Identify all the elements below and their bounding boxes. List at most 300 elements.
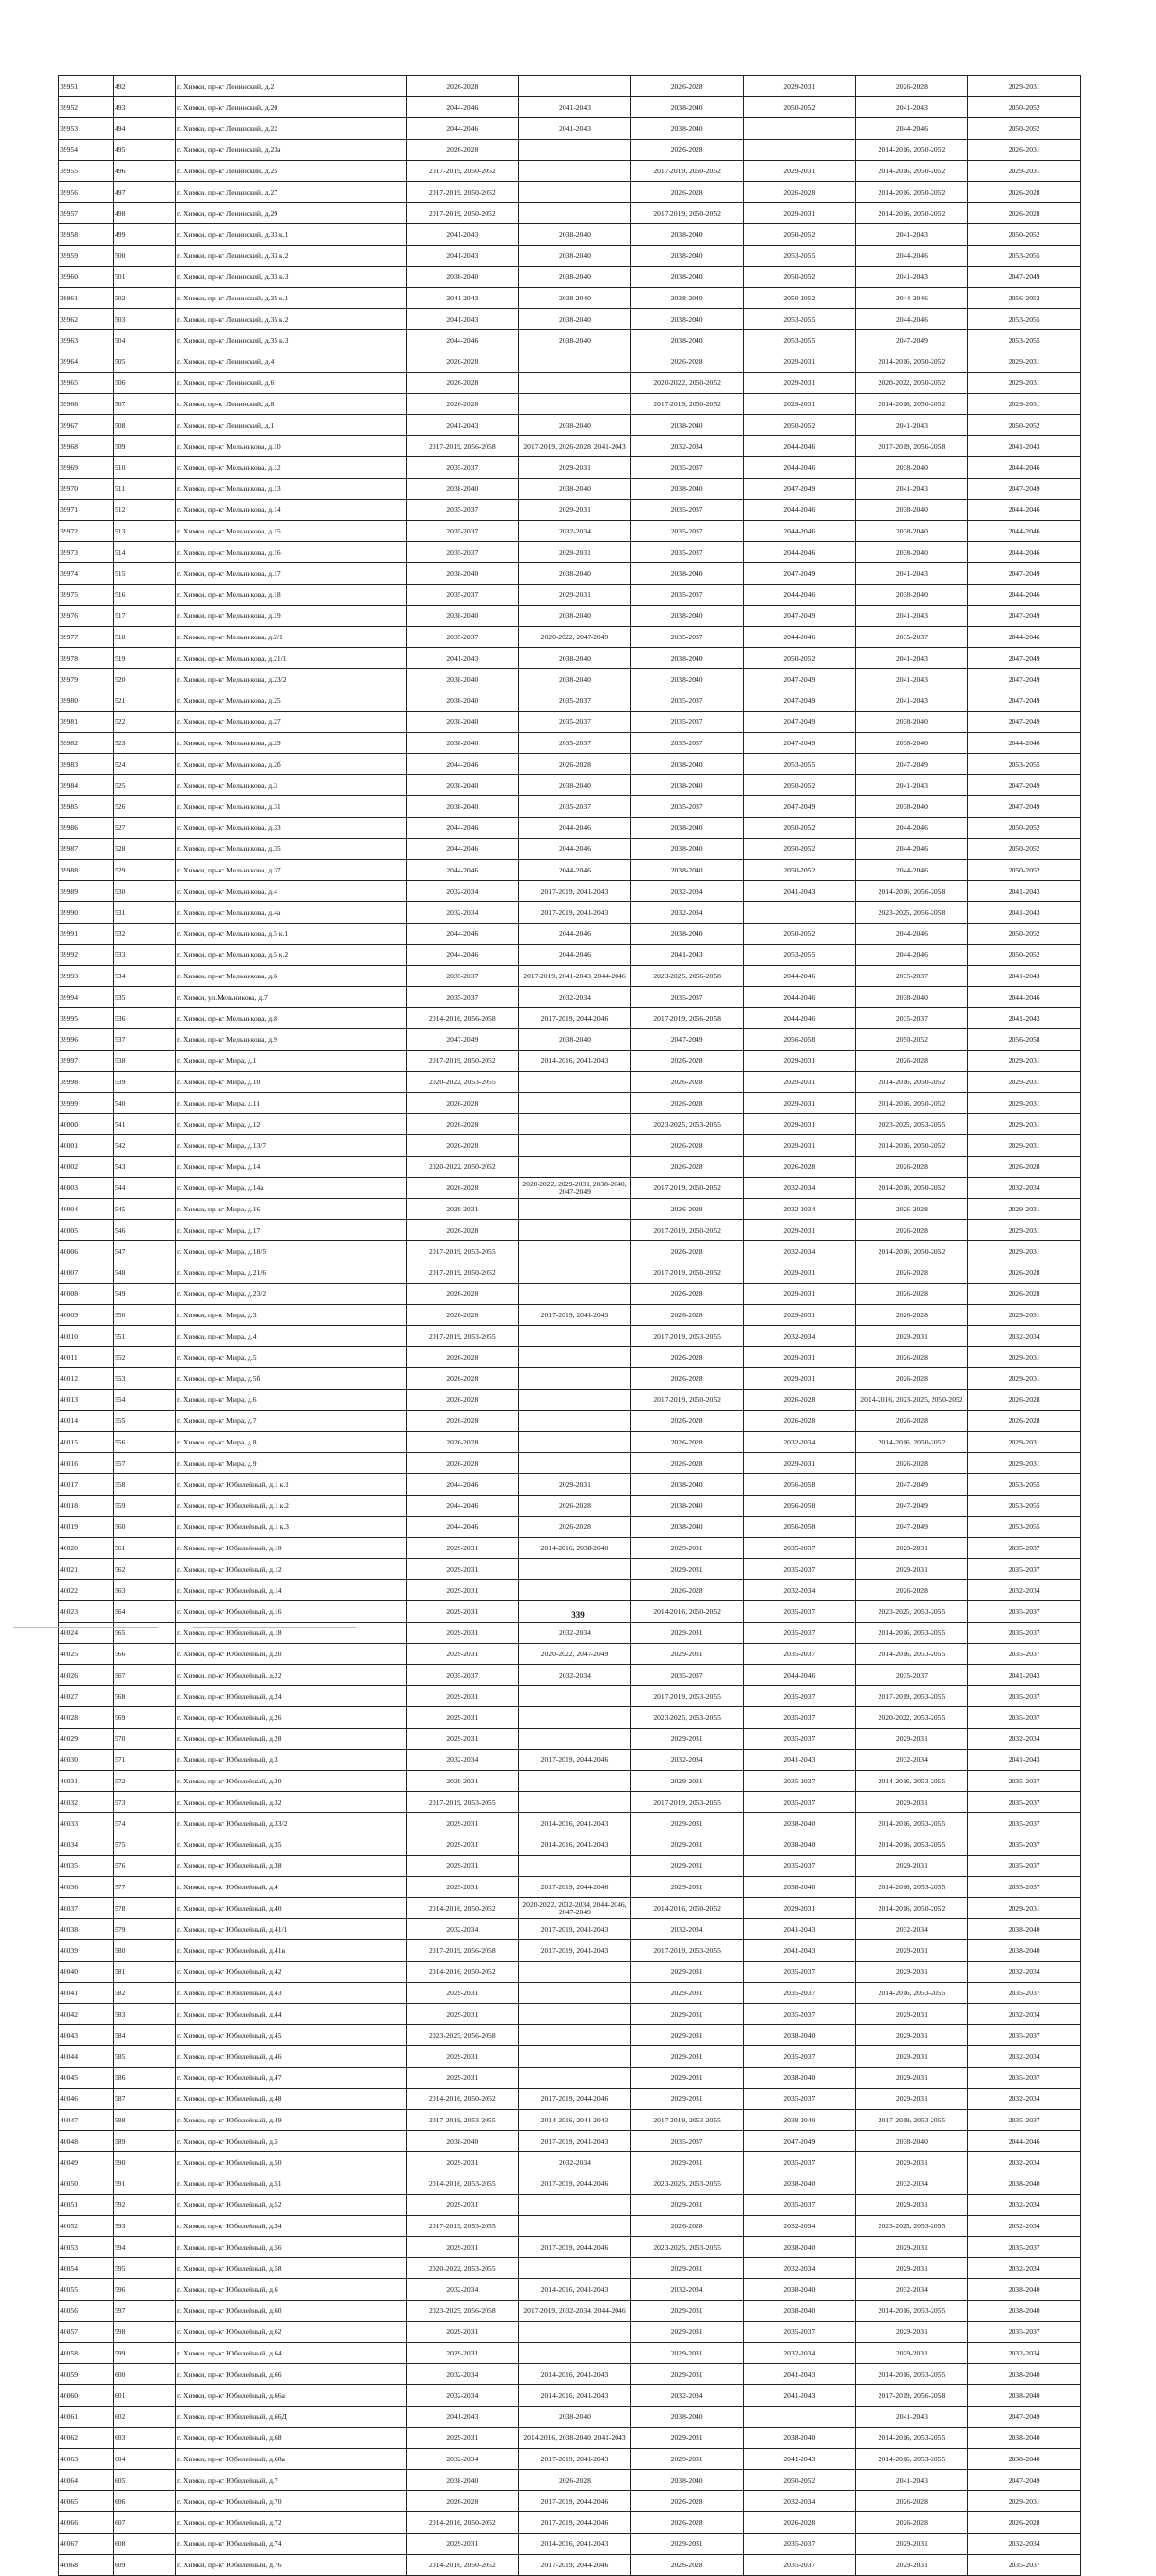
address-cell: г. Химки, пр-кт Мельникова, д.8: [176, 1008, 407, 1029]
period-cell-5: 2041-2043: [855, 775, 968, 796]
period-cell-2: 2038-2040: [518, 648, 631, 669]
row-number-cell: 543: [114, 1157, 176, 1178]
period-cell-4: 2053-2055: [743, 246, 855, 267]
table-row: [59, 1093, 1081, 1114]
period-cell-4: 2047-2049: [743, 796, 855, 818]
table-row: [59, 542, 1081, 563]
period-cell-3: 2026-2028: [631, 140, 744, 161]
period-cell-3: 2026-2028: [631, 1199, 744, 1220]
address-cell: г. Химки, пр-кт Юбилейный, д.74: [176, 2534, 407, 2555]
period-cell-6: 2041-2043: [968, 1665, 1081, 1686]
period-cell-5: 2029-2031: [855, 2152, 968, 2173]
period-cell-3: 2029-2031: [631, 2152, 744, 2173]
row-id-cell: 40062: [59, 2428, 114, 2449]
period-cell-3: 2014-2016, 2050-2052: [631, 1601, 744, 1623]
row-id-cell: 40031: [59, 1771, 114, 1792]
period-cell-5: 2029-2031: [855, 2195, 968, 2216]
row-id-cell: 40039: [59, 1940, 114, 1962]
address-cell: г. Химки, пр-кт Юбилейный, д.66а: [176, 2385, 407, 2407]
period-cell-5: 2047-2049: [855, 1496, 968, 1517]
period-cell-4: 2029-2031: [743, 161, 855, 182]
period-cell-4: [743, 118, 855, 140]
period-cell-6: 2053-2055: [968, 1517, 1081, 1538]
row-id-cell: 40015: [59, 1432, 114, 1453]
period-cell-5: 2014-2016, 2053-2055: [855, 1771, 968, 1792]
period-cell-2: 2017-2019, 2044-2046: [518, 2555, 631, 2576]
period-cell-2: 2017-2019, 2041-2043: [518, 1919, 631, 1940]
row-number-cell: 576: [114, 1856, 176, 1877]
row-number-cell: 572: [114, 1771, 176, 1792]
row-id-cell: 39989: [59, 881, 114, 902]
table-row: [59, 606, 1081, 627]
row-id-cell: 40067: [59, 2534, 114, 2555]
period-cell-5: 2029-2031: [855, 2237, 968, 2258]
table-row: [59, 987, 1081, 1008]
period-cell-4: 2050-2052: [743, 97, 855, 118]
period-cell-1: 2017-2019, 2056-2058: [407, 436, 519, 457]
period-cell-2: 2038-2040: [518, 330, 631, 351]
period-cell-1: 2026-2028: [407, 2491, 519, 2512]
period-cell-5: 2047-2049: [855, 754, 968, 775]
period-cell-1: 2044-2046: [407, 1474, 519, 1496]
row-number-cell: 593: [114, 2216, 176, 2237]
row-number-cell: 519: [114, 648, 176, 669]
row-id-cell: 40068: [59, 2555, 114, 2576]
address-cell: г. Химки, пр-кт Юбилейный, д.44: [176, 2004, 407, 2025]
period-cell-5: 2017-2019, 2056-2058: [855, 2385, 968, 2407]
address-cell: г. Химки, пр-кт Мельникова, д.35: [176, 839, 407, 860]
row-id-cell: 40006: [59, 1241, 114, 1262]
row-number-cell: 579: [114, 1919, 176, 1940]
period-cell-5: 2014-2016, 2053-2055: [855, 1877, 968, 1898]
period-cell-1: 2035-2037: [407, 585, 519, 606]
period-cell-6: 2047-2049: [968, 690, 1081, 712]
period-cell-2: [518, 1347, 631, 1368]
period-cell-5: 2038-2040: [855, 733, 968, 754]
table-row: [59, 1877, 1081, 1898]
period-cell-2: 2017-2019, 2041-2043: [518, 2449, 631, 2470]
period-cell-6: 2029-2031: [968, 1114, 1081, 1135]
period-cell-5: 2032-2034: [855, 1919, 968, 1940]
address-cell: г. Химки, пр-кт Мира, д.16: [176, 1199, 407, 1220]
period-cell-5: 2014-2016, 2053-2055: [855, 2449, 968, 2470]
period-cell-5: 2014-2016, 2050-2052: [855, 1432, 968, 1453]
period-cell-5: 2026-2028: [855, 76, 968, 97]
row-number-cell: 495: [114, 140, 176, 161]
period-cell-3: 2026-2028: [631, 1368, 744, 1390]
period-cell-3: 2038-2040: [631, 1496, 744, 1517]
period-cell-4: 2038-2040: [743, 2025, 855, 2046]
period-cell-5: 2023-2025, 2053-2055: [855, 1114, 968, 1135]
period-cell-4: 2029-2031: [743, 1453, 855, 1474]
period-cell-6: 2047-2049: [968, 648, 1081, 669]
period-cell-5: 2026-2028: [855, 1411, 968, 1432]
row-number-cell: 518: [114, 627, 176, 648]
period-cell-5: 2038-2040: [855, 457, 968, 479]
table-row: [59, 2173, 1081, 2195]
period-cell-3: 2029-2031: [631, 1813, 744, 1834]
address-cell: г. Химки, пр-кт Мельникова, д.33: [176, 818, 407, 839]
row-number-cell: 507: [114, 394, 176, 415]
row-id-cell: 39954: [59, 140, 114, 161]
row-id-cell: 39984: [59, 775, 114, 796]
period-cell-2: [518, 2068, 631, 2089]
period-cell-5: 2029-2031: [855, 2046, 968, 2068]
address-cell: г. Химки, пр-кт Ленинский, д.35 к.3: [176, 330, 407, 351]
period-cell-4: 2041-2043: [743, 1919, 855, 1940]
period-cell-6: 2035-2037: [968, 1707, 1081, 1729]
period-cell-4: 2035-2037: [743, 1644, 855, 1665]
period-cell-4: 2050-2052: [743, 924, 855, 945]
period-cell-5: 2032-2034: [855, 1750, 968, 1771]
address-cell: г. Химки, пр-кт Юбилейный, д.46: [176, 2046, 407, 2068]
row-number-cell: 539: [114, 1072, 176, 1093]
row-id-cell: 40044: [59, 2046, 114, 2068]
period-cell-6: 2026-2028: [968, 2512, 1081, 2534]
period-cell-2: 2014-2016, 2041-2043: [518, 1834, 631, 1856]
period-cell-4: 2050-2052: [743, 818, 855, 839]
table-row: [59, 1665, 1081, 1686]
row-id-cell: 40046: [59, 2089, 114, 2110]
table-row: [59, 1008, 1081, 1029]
period-cell-1: 2032-2034: [407, 2364, 519, 2385]
address-cell: г. Химки, пр-кт Мира, д.14а: [176, 1178, 407, 1199]
period-cell-1: 2017-2019, 2053-2055: [407, 1326, 519, 1347]
row-number-cell: 548: [114, 1262, 176, 1284]
period-cell-5: 2026-2028: [855, 1051, 968, 1072]
table-row: [59, 648, 1081, 669]
period-cell-3: 2038-2040: [631, 288, 744, 309]
row-number-cell: 499: [114, 224, 176, 246]
period-cell-1: 2026-2028: [407, 1178, 519, 1199]
period-cell-6: 2053-2055: [968, 754, 1081, 775]
period-cell-6: 2029-2031: [968, 161, 1081, 182]
row-number-cell: 595: [114, 2258, 176, 2279]
period-cell-5: 2026-2028: [855, 2512, 968, 2534]
period-cell-2: 2017-2019, 2026-2028, 2041-2043: [518, 436, 631, 457]
period-cell-3: 2026-2028: [631, 1051, 744, 1072]
period-cell-3: 2026-2028: [631, 351, 744, 373]
period-cell-2: 2014-2016, 2041-2043: [518, 1051, 631, 1072]
row-number-cell: 508: [114, 415, 176, 436]
table-row: [59, 1707, 1081, 1729]
row-number-cell: 565: [114, 1623, 176, 1644]
period-cell-5: 2014-2016, 2050-2052: [855, 1898, 968, 1919]
period-cell-6: 2038-2040: [968, 2173, 1081, 2195]
period-cell-4: 2050-2052: [743, 224, 855, 246]
period-cell-3: 2047-2049: [631, 1029, 744, 1051]
period-cell-1: 2029-2031: [407, 2428, 519, 2449]
period-cell-3: 2032-2034: [631, 881, 744, 902]
period-cell-6: 2044-2046: [968, 457, 1081, 479]
period-cell-1: 2020-2022, 2053-2055: [407, 2258, 519, 2279]
period-cell-2: 2029-2031: [518, 585, 631, 606]
period-cell-2: 2020-2022, 2047-2049: [518, 1644, 631, 1665]
address-cell: г. Химки, пр-кт Юбилейный, д.66Д: [176, 2407, 407, 2428]
period-cell-3: 2029-2031: [631, 1856, 744, 1877]
period-cell-1: 2035-2037: [407, 1665, 519, 1686]
address-cell: г. Химки, пр-кт Юбилейный, д.32: [176, 1792, 407, 1813]
table-row: [59, 521, 1081, 542]
row-number-cell: 546: [114, 1220, 176, 1241]
period-cell-5: 2014-2016, 2053-2055: [855, 2428, 968, 2449]
period-cell-1: 2041-2043: [407, 224, 519, 246]
table-row: [59, 2428, 1081, 2449]
row-number-cell: 575: [114, 1834, 176, 1856]
period-cell-2: 2017-2019, 2044-2046: [518, 2491, 631, 2512]
period-cell-3: 2029-2031: [631, 2258, 744, 2279]
period-cell-2: 2017-2019, 2044-2046: [518, 2237, 631, 2258]
row-id-cell: 40026: [59, 1665, 114, 1686]
row-id-cell: 39993: [59, 966, 114, 987]
address-cell: г. Химки, пр-кт Ленинский, д.25: [176, 161, 407, 182]
period-cell-1: 2035-2037: [407, 966, 519, 987]
row-number-cell: 573: [114, 1792, 176, 1813]
period-cell-3: 2029-2031: [631, 1834, 744, 1856]
period-cell-5: 2050-2052: [855, 1029, 968, 1051]
row-id-cell: 40038: [59, 1919, 114, 1940]
address-cell: г. Химки, пр-кт Мельникова, д.23/2: [176, 669, 407, 690]
period-cell-2: [518, 1284, 631, 1305]
period-cell-6: 2029-2031: [968, 1347, 1081, 1368]
period-cell-4: 2029-2031: [743, 1072, 855, 1093]
row-id-cell: 40018: [59, 1496, 114, 1517]
row-number-cell: 547: [114, 1241, 176, 1262]
period-cell-2: 2017-2019, 2041-2043: [518, 881, 631, 902]
row-id-cell: 39959: [59, 246, 114, 267]
period-cell-3: 2029-2031: [631, 2449, 744, 2470]
row-number-cell: 561: [114, 1538, 176, 1559]
period-cell-6: 2035-2037: [968, 2068, 1081, 2089]
address-cell: г. Химки, пр-кт Юбилейный, д.68а: [176, 2449, 407, 2470]
period-cell-2: [518, 2004, 631, 2025]
table-row: [59, 1453, 1081, 1474]
address-cell: г. Химки, пр-кт Юбилейный, д.1 к.1: [176, 1474, 407, 1496]
period-cell-3: 2026-2028: [631, 1284, 744, 1305]
period-cell-4: 2041-2043: [743, 2364, 855, 2385]
row-number-cell: 500: [114, 246, 176, 267]
row-number-cell: 586: [114, 2068, 176, 2089]
period-cell-5: 2047-2049: [855, 330, 968, 351]
address-cell: г. Химки, пр-кт Юбилейный, д.30: [176, 1771, 407, 1792]
register-sheet: [58, 75, 1081, 2576]
period-cell-6: 2026-2028: [968, 1262, 1081, 1284]
row-id-cell: 40008: [59, 1284, 114, 1305]
period-cell-3: 2026-2028: [631, 2512, 744, 2534]
table-row: [59, 1178, 1081, 1199]
period-cell-1: 2023-2025, 2056-2058: [407, 2025, 519, 2046]
row-number-cell: 601: [114, 2385, 176, 2407]
row-number-cell: 591: [114, 2173, 176, 2195]
period-cell-3: 2029-2031: [631, 2004, 744, 2025]
period-cell-1: 2026-2028: [407, 1432, 519, 1453]
address-cell: г. Химки, пр-кт Мельникова, д.2/1: [176, 627, 407, 648]
period-cell-4: 2032-2034: [743, 1178, 855, 1199]
period-cell-6: 2050-2052: [968, 224, 1081, 246]
row-number-cell: 549: [114, 1284, 176, 1305]
period-cell-4: 2026-2028: [743, 1411, 855, 1432]
address-cell: г. Химки, пр-кт Мельникова, д.18: [176, 585, 407, 606]
row-number-cell: 574: [114, 1813, 176, 1834]
scan-edge-mark: [13, 1627, 158, 1628]
table-row: [59, 924, 1081, 945]
row-id-cell: 39962: [59, 309, 114, 330]
period-cell-2: 2014-2016, 2041-2043: [518, 2364, 631, 2385]
table-row: [59, 1347, 1081, 1368]
period-cell-5: 2029-2031: [855, 2089, 968, 2110]
address-cell: г. Химки, пр-кт Юбилейный, д.66: [176, 2364, 407, 2385]
period-cell-2: 2041-2043: [518, 97, 631, 118]
table-row: [59, 860, 1081, 881]
period-cell-2: [518, 1157, 631, 1178]
period-cell-4: 2044-2046: [743, 987, 855, 1008]
period-cell-1: 2038-2040: [407, 775, 519, 796]
period-cell-5: 2014-2016, 2053-2055: [855, 1983, 968, 2004]
period-cell-1: 2047-2049: [407, 1029, 519, 1051]
period-cell-6: 2029-2031: [968, 351, 1081, 373]
period-cell-5: 2047-2049: [855, 1517, 968, 1538]
period-cell-1: 2044-2046: [407, 924, 519, 945]
period-cell-5: 2023-2025, 2053-2055: [855, 2216, 968, 2237]
address-cell: г. Химки, пр-кт Мельникова, д.2б: [176, 754, 407, 775]
address-cell: г. Химки, пр-кт Мельникова, д.19: [176, 606, 407, 627]
period-cell-1: 2014-2016, 2053-2055: [407, 2173, 519, 2195]
period-cell-1: 2029-2031: [407, 1538, 519, 1559]
period-cell-5: 2029-2031: [855, 2322, 968, 2343]
period-cell-4: 2050-2052: [743, 775, 855, 796]
row-id-cell: 40034: [59, 1834, 114, 1856]
row-id-cell: 39968: [59, 436, 114, 457]
period-cell-5: 2029-2031: [855, 2343, 968, 2364]
row-id-cell: 39983: [59, 754, 114, 775]
period-cell-5: 2041-2043: [855, 479, 968, 500]
period-cell-5: 2026-2028: [855, 1580, 968, 1601]
period-cell-5: 2014-2016, 2050-2052: [855, 1072, 968, 1093]
period-cell-4: [743, 140, 855, 161]
row-id-cell: 40043: [59, 2025, 114, 2046]
row-id-cell: 39987: [59, 839, 114, 860]
period-cell-1: 2029-2031: [407, 1707, 519, 1729]
period-cell-6: 2035-2037: [968, 1813, 1081, 1834]
row-id-cell: 40037: [59, 1898, 114, 1919]
period-cell-2: [518, 1220, 631, 1241]
table-row: [59, 97, 1081, 118]
period-cell-1: 2041-2043: [407, 648, 519, 669]
row-id-cell: 40016: [59, 1453, 114, 1474]
row-number-cell: 585: [114, 2046, 176, 2068]
row-number-cell: 522: [114, 712, 176, 733]
table-row: [59, 1072, 1081, 1093]
period-cell-3: 2029-2031: [631, 2089, 744, 2110]
row-number-cell: 528: [114, 839, 176, 860]
period-cell-1: 2017-2019, 2050-2052: [407, 1051, 519, 1072]
address-cell: г. Химки, пр-кт Юбилейный, д.45: [176, 2025, 407, 2046]
period-cell-1: 2026-2028: [407, 1093, 519, 1114]
table-row: [59, 2364, 1081, 2385]
table-row: [59, 1644, 1081, 1665]
period-cell-4: 2050-2052: [743, 839, 855, 860]
period-cell-3: 2038-2040: [631, 669, 744, 690]
period-cell-2: 2014-2016, 2041-2043: [518, 2385, 631, 2407]
period-cell-5: 2038-2040: [855, 585, 968, 606]
row-number-cell: 531: [114, 902, 176, 924]
period-cell-5: 2014-2016, 2050-2052: [855, 1178, 968, 1199]
period-cell-5: 2029-2031: [855, 1729, 968, 1750]
period-cell-3: 2023-2025, 2056-2058: [631, 966, 744, 987]
period-cell-6: 2056-2052: [968, 288, 1081, 309]
period-cell-2: [518, 161, 631, 182]
period-cell-2: [518, 1983, 631, 2004]
period-cell-6: 2056-2058: [968, 1029, 1081, 1051]
address-cell: г. Химки, пр-кт Ленинский, д.33 к.3: [176, 267, 407, 288]
period-cell-4: 2044-2046: [743, 966, 855, 987]
period-cell-5: 2014-2016, 2053-2055: [855, 1834, 968, 1856]
address-cell: г. Химки, пр-кт Мира, д.17: [176, 1220, 407, 1241]
period-cell-5: 2014-2016, 2056-2058: [855, 881, 968, 902]
row-number-cell: 594: [114, 2237, 176, 2258]
period-cell-4: 2038-2040: [743, 2428, 855, 2449]
address-cell: г. Химки, пр-кт Юбилейный, д.42: [176, 1962, 407, 1983]
period-cell-5: 2014-2016, 2050-2052: [855, 351, 968, 373]
period-cell-4: 2041-2043: [743, 881, 855, 902]
period-cell-4: 2047-2049: [743, 690, 855, 712]
period-cell-4: 2041-2043: [743, 2449, 855, 2470]
period-cell-3: 2038-2040: [631, 2407, 744, 2428]
row-number-cell: 493: [114, 97, 176, 118]
address-cell: г. Химки, ул.Мельникова, д.7: [176, 987, 407, 1008]
period-cell-1: 2041-2043: [407, 415, 519, 436]
table-row: [59, 690, 1081, 712]
period-cell-5: 2041-2043: [855, 2470, 968, 2491]
period-cell-5: 2026-2028: [855, 1262, 968, 1284]
table-row: [59, 902, 1081, 924]
period-cell-4: 2038-2040: [743, 1834, 855, 1856]
period-cell-6: 2044-2046: [968, 500, 1081, 521]
period-cell-4: 2032-2034: [743, 1580, 855, 1601]
row-id-cell: 40025: [59, 1644, 114, 1665]
table-row: [59, 627, 1081, 648]
period-cell-4: 2047-2049: [743, 606, 855, 627]
period-cell-6: 2047-2049: [968, 606, 1081, 627]
period-cell-5: 2041-2043: [855, 267, 968, 288]
period-cell-6: 2050-2052: [968, 860, 1081, 881]
period-cell-2: 2029-2031: [518, 1474, 631, 1496]
row-number-cell: 557: [114, 1453, 176, 1474]
table-row: [59, 1517, 1081, 1538]
address-cell: г. Химки, пр-кт Мельникова, д.4: [176, 881, 407, 902]
period-cell-2: [518, 351, 631, 373]
row-id-cell: 40013: [59, 1390, 114, 1411]
period-cell-5: 2023-2025, 2056-2058: [855, 902, 968, 924]
row-number-cell: 512: [114, 500, 176, 521]
address-cell: г. Химки, пр-кт Мельникова, д.6: [176, 966, 407, 987]
table-row: [59, 436, 1081, 457]
period-cell-6: 2050-2052: [968, 97, 1081, 118]
period-cell-6: 2047-2049: [968, 796, 1081, 818]
period-cell-4: 2035-2037: [743, 1962, 855, 1983]
row-number-cell: 521: [114, 690, 176, 712]
table-row: [59, 1411, 1081, 1432]
table-row: [59, 1898, 1081, 1919]
period-cell-3: 2029-2031: [631, 2534, 744, 2555]
period-cell-5: 2035-2037: [855, 627, 968, 648]
table-row: [59, 479, 1081, 500]
address-cell: г. Химки, пр-кт Ленинский, д.4: [176, 351, 407, 373]
row-number-cell: 581: [114, 1962, 176, 1983]
period-cell-3: 2038-2040: [631, 479, 744, 500]
row-id-cell: 40056: [59, 2301, 114, 2322]
period-cell-4: 2038-2040: [743, 1877, 855, 1898]
